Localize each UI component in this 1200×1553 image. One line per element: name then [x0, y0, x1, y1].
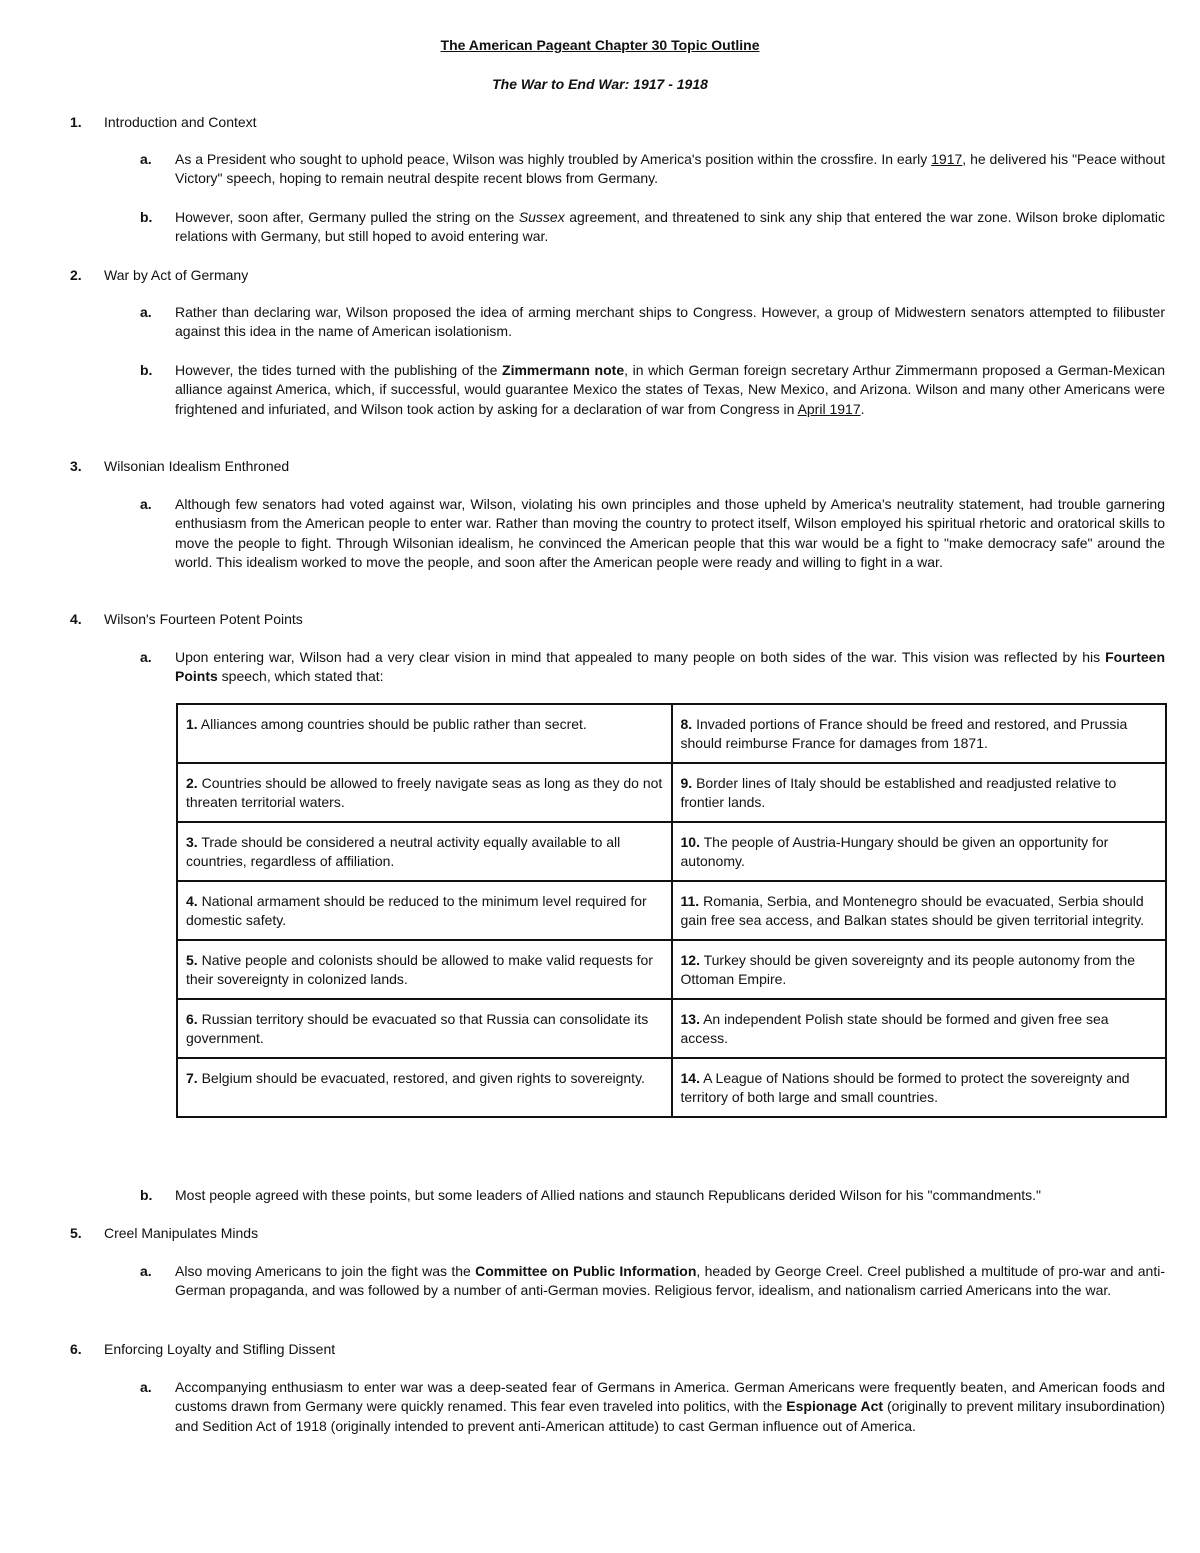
- item-text: Rather than declaring war, Wilson proposed the idea of arming merchant ships to Congress. However, a group of Midwestern senators attempted to filibuster against this idea in the name of American isolationism.: [175, 304, 1165, 340]
- section-heading: [70, 1340, 335, 1359]
- section-title: Wilson's Fourteen Potent Points: [104, 611, 303, 627]
- item-letter: a.: [140, 496, 152, 512]
- outline-item: [140, 303, 1165, 342]
- outline-item: [140, 1262, 1165, 1301]
- section-number: 2.: [70, 267, 82, 283]
- item-text: Also moving Americans to join the fight was the Committee on Public Information, headed by George Creel. Creel published a multitude of pro-war and anti-German propaganda, and was followed by a number of anti-German movies. Religious fervor, idealism, and nationalism carried Americans into the war.: [175, 1263, 1165, 1299]
- section-number: 3.: [70, 458, 82, 474]
- document-subtitle: The War to End War: 1917 - 1918: [492, 76, 708, 92]
- section-title: Enforcing Loyalty and Stifling Dissent: [104, 1341, 336, 1357]
- section-number: 1.: [70, 114, 82, 130]
- item-letter: a.: [140, 649, 152, 665]
- document-title: The American Pageant Chapter 30 Topic Outline: [440, 37, 760, 53]
- underlined-date: April 1917: [797, 400, 861, 417]
- table-row: [177, 1058, 1166, 1117]
- table-cell: 3. Trade should be considered a neutral activity equally available to all countries, regardless of affiliation.: [177, 822, 672, 881]
- item-letter: b.: [140, 1187, 153, 1203]
- section-heading: [70, 266, 248, 285]
- table-cell: 2. Countries should be allowed to freely navigate seas as long as they do not threaten territorial waters.: [177, 763, 672, 822]
- item-text: Upon entering war, Wilson had a very clear vision in mind that appealed to many people on both sides of the war. This vision was reflected by his Fourteen Points speech, which stated that:: [175, 649, 1165, 685]
- outline-item: [140, 1378, 1165, 1436]
- table-cell: 1. Alliances among countries should be public rather than secret.: [177, 704, 672, 763]
- outline-item: [140, 208, 1165, 247]
- table-cell: 9. Border lines of Italy should be established and readjusted relative to frontier lands.: [672, 763, 1167, 822]
- bold-term: Fourteen Points: [175, 649, 1165, 685]
- item-letter: a.: [140, 151, 152, 167]
- item-text: However, soon after, Germany pulled the string on the Sussex agreement, and threatened to sink any ship that entered the war zone. Wilson broke diplomatic relations with Germany, but still hoped to avoid entering war.: [175, 209, 1165, 245]
- section-heading: [70, 1224, 258, 1243]
- table-cell: 4. National armament should be reduced to the minimum level required for domestic safety.: [177, 881, 672, 940]
- section-title: Introduction and Context: [104, 114, 257, 130]
- section-heading: [70, 113, 257, 132]
- fourteen-points-table: [176, 703, 1167, 1118]
- table-row: [177, 763, 1166, 822]
- section-title: Creel Manipulates Minds: [104, 1225, 259, 1241]
- table-row: [177, 999, 1166, 1058]
- table-cell: 7. Belgium should be evacuated, restored, and given rights to sovereignty.: [177, 1058, 672, 1117]
- section-number: 6.: [70, 1341, 82, 1357]
- table-cell: 11. Romania, Serbia, and Montenegro should be evacuated, Serbia should gain free sea access, and Balkan states should be given territorial integrity.: [672, 881, 1167, 940]
- item-letter: b.: [140, 362, 153, 378]
- table-cell: 10. The people of Austria-Hungary should be given an opportunity for autonomy.: [672, 822, 1167, 881]
- item-letter: a.: [140, 304, 152, 320]
- underlined-date: 1917: [931, 151, 963, 167]
- item-text: Accompanying enthusiasm to enter war was a deep-seated fear of Germans in America. German Americans were frequently beaten, and American foods and customs drawn from Germany were quickly renamed. This fear even traveled into politics, with the Espionage Act (originally to prevent military insubordination) and Sedition Act of 1918 (originally intended to prevent anti-American attitude) to cast German influence out of America.: [175, 1379, 1165, 1434]
- table-row: [177, 881, 1166, 940]
- table-cell: 13. An independent Polish state should be formed and given free sea access.: [672, 999, 1167, 1058]
- section-number: 5.: [70, 1225, 82, 1241]
- item-text: As a President who sought to uphold peace, Wilson was highly troubled by America's position within the crossfire. In early 1917, he delivered his "Peace without Victory" speech, hoping to remain neutral despite recent blows from Germany.: [175, 151, 1165, 187]
- item-text: However, the tides turned with the publishing of the Zimmermann note, in which German foreign secretary Arthur Zimmermann proposed a German-Mexican alliance against America, which, if successful, would guarantee Mexico the states of Texas, New Mexico, and Arizona. Wilson and many other Americans were frightened and infuriated, and Wilson took action by asking for a declaration of war from Congress in April 1917.: [175, 362, 1166, 417]
- bold-term: Zimmermann note: [502, 362, 625, 378]
- item-letter: a.: [140, 1263, 152, 1279]
- section-title: Wilsonian Idealism Enthroned: [104, 458, 290, 474]
- item-text: Most people agreed with these points, but some leaders of Allied nations and staunch Republicans derided Wilson for his "commandments.": [175, 1187, 1041, 1203]
- item-letter: a.: [140, 1379, 152, 1395]
- table-cell: 12. Turkey should be given sovereignty and its people autonomy from the Ottoman Empire.: [672, 940, 1167, 999]
- table-row: [177, 822, 1166, 881]
- table-cell: 5. Native people and colonists should be allowed to make valid requests for their sovereignty in colonized lands.: [177, 940, 672, 999]
- table-row: [177, 940, 1166, 999]
- bold-term: Espionage Act: [786, 1398, 884, 1415]
- table-cell: 14. A League of Nations should be formed to protect the sovereignty and territory of both large and small countries.: [672, 1058, 1167, 1117]
- outline-item: [140, 361, 1165, 419]
- bold-term: Committee on Public Information: [475, 1263, 697, 1279]
- outline-item: [140, 1186, 1165, 1205]
- italic-term: Sussex: [518, 209, 565, 225]
- section-heading: [70, 457, 289, 476]
- section-number: 4.: [70, 611, 82, 627]
- outline-item: [140, 648, 1165, 687]
- item-text: Although few senators had voted against war, Wilson, violating his own principles and those upheld by America's neutrality statement, had trouble garnering enthusiasm from the American people to enter war. Rather than moving the country to protect itself, Wilson employed his spiritual rhetoric and oratorical skills to move the people to fight. Through Wilsonian idealism, he convinced the American people that this war would be a fight to "make democracy safe" around the world. This idealism worked to move the people, and soon after the American people were ready and willing to fight in a war.: [175, 496, 1165, 570]
- table-cell: 8. Invaded portions of France should be freed and restored, and Prussia should reimburse France for damages from 1871.: [672, 704, 1167, 763]
- item-letter: b.: [140, 209, 153, 225]
- section-title: War by Act of Germany: [104, 267, 249, 283]
- section-heading: [70, 610, 303, 629]
- table-row: [177, 704, 1166, 763]
- table-cell: 6. Russian territory should be evacuated so that Russia can consolidate its government.: [177, 999, 672, 1058]
- outline-item: [140, 495, 1165, 572]
- outline-item: [140, 150, 1165, 189]
